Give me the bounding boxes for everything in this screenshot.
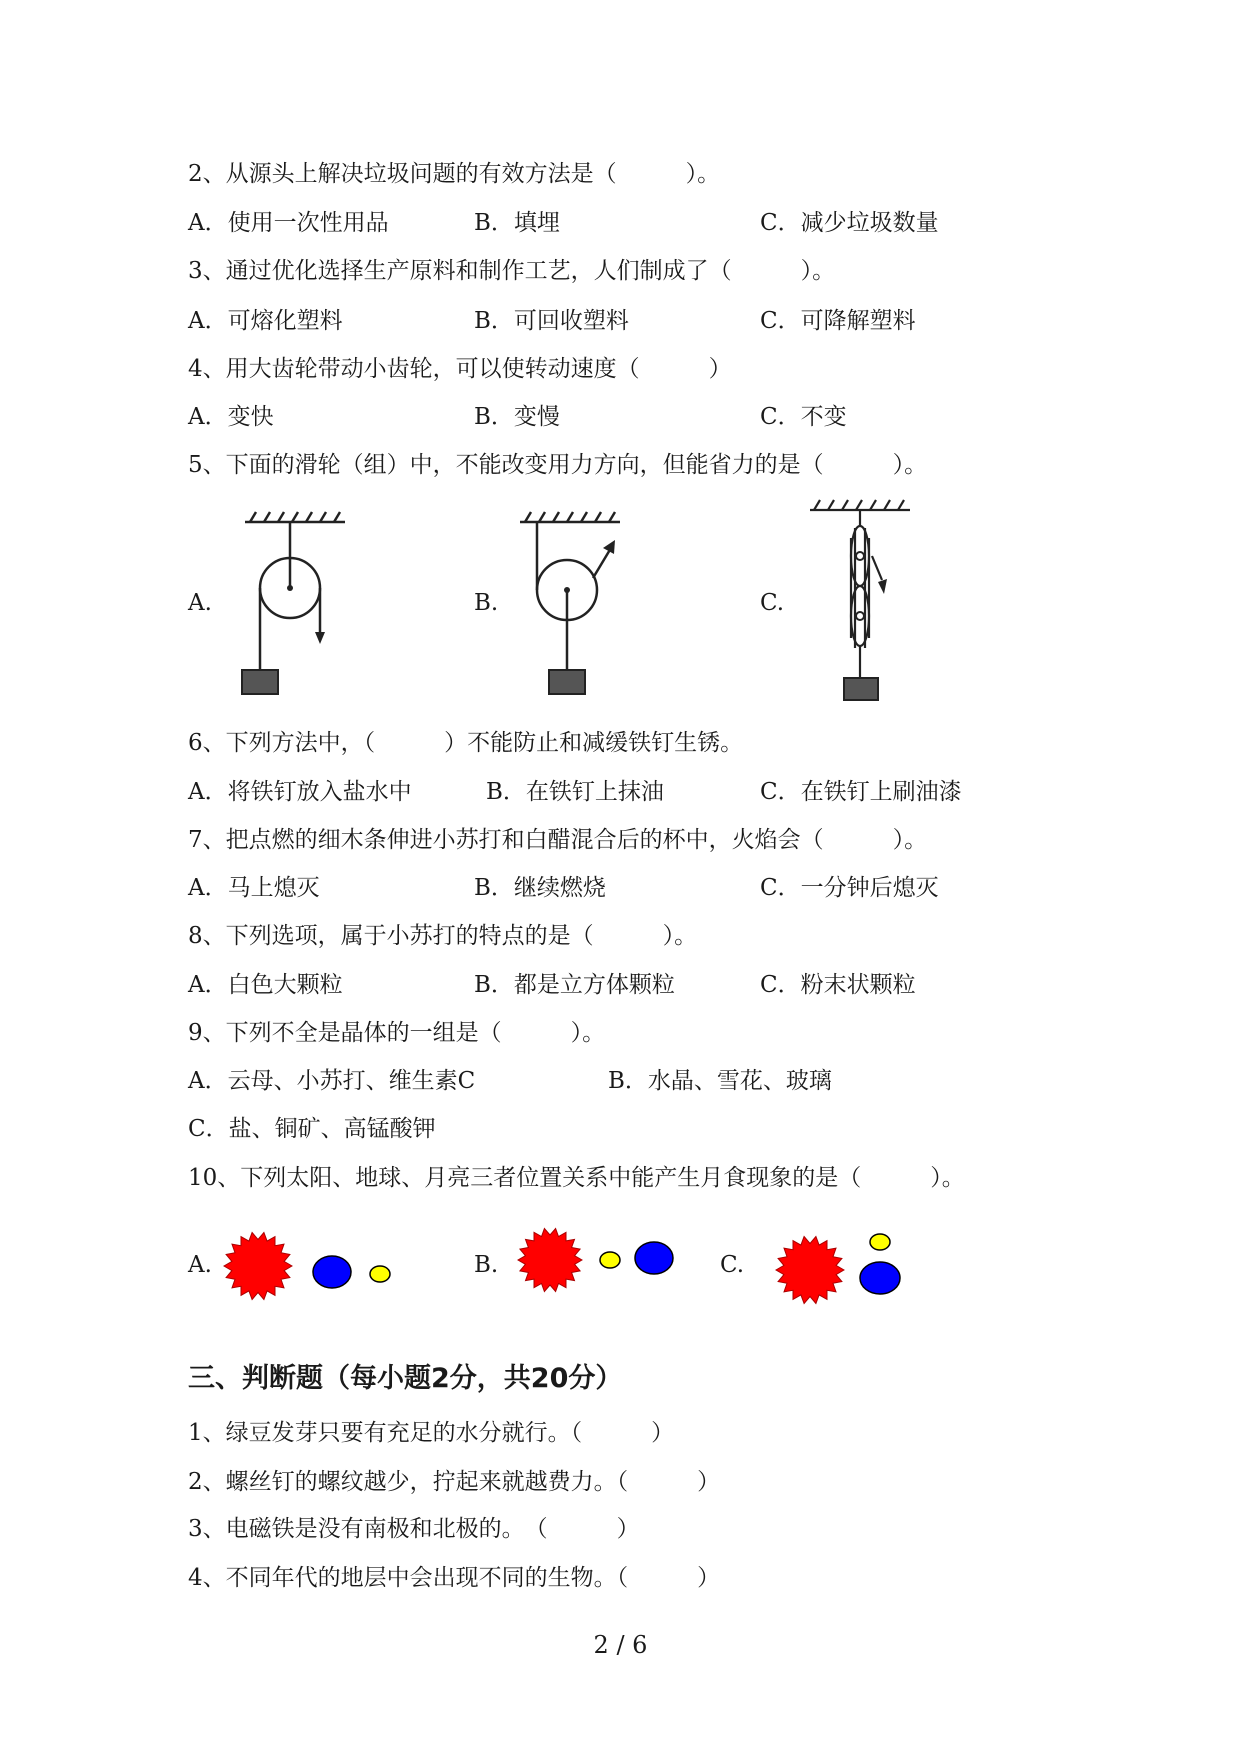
question-8-option-c: C．粉末状颗粒 xyxy=(760,972,916,998)
question-2-option-b: B．填埋 xyxy=(474,210,560,236)
question-6-option-c: C．在铁钉上刷油漆 xyxy=(760,779,962,805)
question-2-stem: 2、从源头上解决垃圾问题的有效方法是（ ）。 xyxy=(188,161,721,187)
eclipse-diagram-c xyxy=(770,1226,920,1316)
question-4-stem: 4、用大齿轮带动小齿轮，可以使转动速度（ ） xyxy=(188,356,732,382)
question-6-option-a: A．将铁钉放入盐水中 xyxy=(188,779,412,805)
question-6-stem: 6、下列方法中，（ ）不能防止和减缓铁钉生锈。 xyxy=(188,730,744,756)
question-10-stem: 10、下列太阳、地球、月亮三者位置关系中能产生月食现象的是（ ）。 xyxy=(188,1165,965,1191)
section-3-heading: 三、判断题（每小题2分，共20分） xyxy=(188,1363,623,1394)
question-3-option-b: B．可回收塑料 xyxy=(474,308,629,334)
question-4-option-a: A．变快 xyxy=(188,404,274,430)
question-7-stem: 7、把点燃的细木条伸进小苏打和白醋混合后的杯中，火焰会（ ）。 xyxy=(188,827,928,853)
question-5-option-b: B. xyxy=(474,590,499,616)
question-10-option-b: B. xyxy=(474,1252,499,1278)
question-9-option-c: C．盐、铜矿、高锰酸钾 xyxy=(188,1116,436,1142)
question-2-option-a: A．使用一次性用品 xyxy=(188,210,389,236)
eclipse-diagram-b xyxy=(516,1224,696,1304)
judgment-item-3: 3、电磁铁是没有南极和北极的。 （ ） xyxy=(188,1516,640,1542)
earth-icon xyxy=(313,1256,351,1288)
question-5-option-a: A. xyxy=(188,590,212,616)
question-10-option-c: C. xyxy=(720,1252,745,1278)
pulley-diagram-c xyxy=(800,498,910,708)
question-2-option-c: C．减少垃圾数量 xyxy=(760,210,939,236)
question-3-option-c: C．可降解塑料 xyxy=(760,308,916,334)
pulley-diagram-a xyxy=(240,510,350,700)
question-6-option-b: B．在铁钉上抹油 xyxy=(486,779,664,805)
question-9-stem: 9、下列不全是晶体的一组是（ ）。 xyxy=(188,1020,606,1046)
sun-icon xyxy=(224,1233,292,1300)
question-8-option-b: B．都是立方体颗粒 xyxy=(474,972,675,998)
question-8-stem: 8、下列选项，属于小苏打的特点的是（ ）。 xyxy=(188,923,698,949)
judgment-item-2: 2、螺丝钉的螺纹越少，拧起来就越费力。（ ） xyxy=(188,1469,721,1495)
question-3-stem: 3、通过优化选择生产原料和制作工艺，人们制成了（ ）。 xyxy=(188,258,836,284)
page-number: 2 / 6 xyxy=(593,1631,648,1659)
question-7-option-b: B．继续燃烧 xyxy=(474,875,606,901)
question-9-option-b: B．水晶、雪花、玻璃 xyxy=(608,1068,832,1094)
earth-icon xyxy=(635,1242,673,1274)
sun-icon xyxy=(776,1237,844,1304)
question-7-option-a: A．马上熄灭 xyxy=(188,875,320,901)
question-7-option-c: C．一分钟后熄灭 xyxy=(760,875,939,901)
question-10-option-a: A. xyxy=(188,1252,212,1278)
question-5-option-c: C. xyxy=(760,590,785,616)
question-4-option-c: C．不变 xyxy=(760,404,847,430)
pulley-diagram-b xyxy=(515,510,625,700)
moon-icon xyxy=(600,1252,620,1268)
earth-icon xyxy=(860,1262,900,1294)
sun-icon xyxy=(518,1229,582,1292)
question-3-option-a: A．可熔化塑料 xyxy=(188,308,343,334)
question-4-option-b: B．变慢 xyxy=(474,404,560,430)
judgment-item-4: 4、不同年代的地层中会出现不同的生物。（ ） xyxy=(188,1565,721,1591)
judgment-item-1: 1、绿豆发芽只要有充足的水分就行。（ ） xyxy=(188,1420,675,1446)
eclipse-diagram-a xyxy=(222,1228,402,1308)
moon-icon xyxy=(370,1266,390,1282)
question-9-option-a: A．云母、小苏打、维生素C xyxy=(188,1068,476,1094)
question-5-stem: 5、下面的滑轮（组）中，不能改变用力方向，但能省力的是（ ）。 xyxy=(188,452,928,478)
question-8-option-a: A．白色大颗粒 xyxy=(188,972,343,998)
moon-icon xyxy=(870,1234,890,1250)
